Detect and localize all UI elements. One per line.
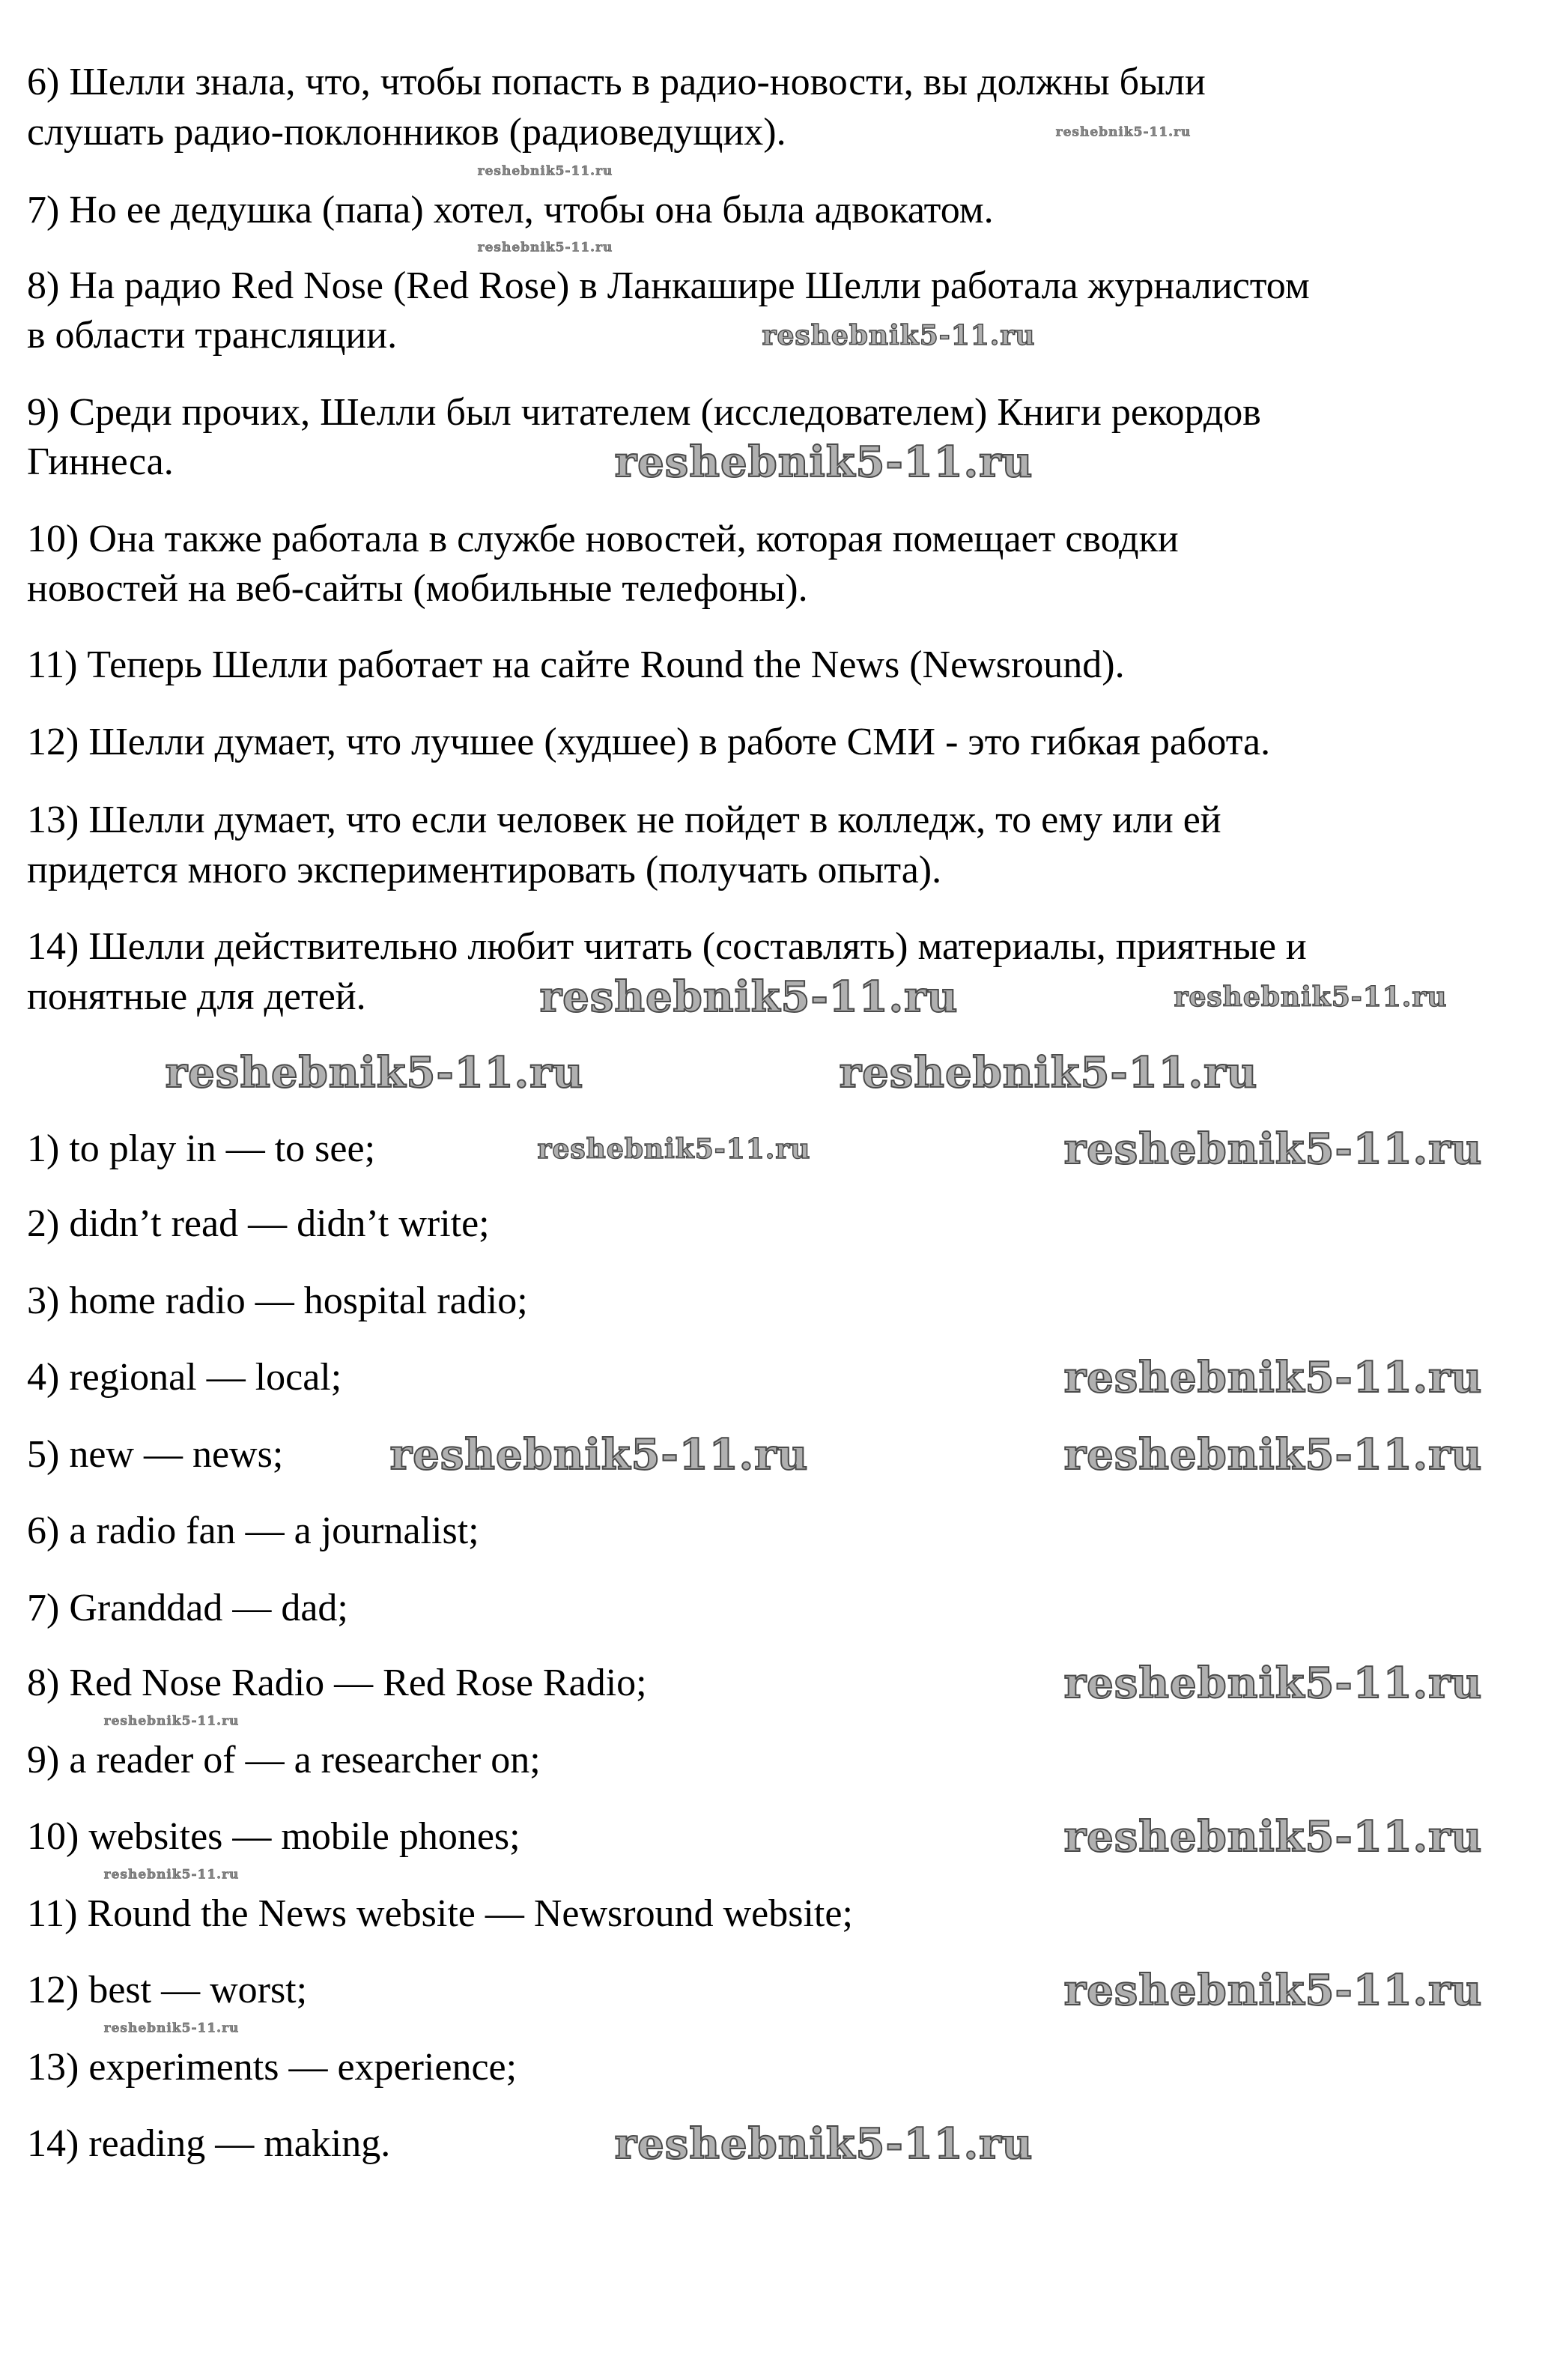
text-line: 6) Шелли знала, что, чтобы попасть в радио-новости, вы должны были	[27, 61, 1206, 103]
watermark: reshebnik5-11.ru	[1063, 1353, 1483, 1402]
text-line: 9) Среди прочих, Шелли был читателем (исследователем) Книги рекордов	[27, 391, 1261, 434]
text-line: 10) Она также работала в службе новостей, которая помещает сводки	[27, 518, 1179, 560]
watermark: reshebnik5-11.ru	[839, 1048, 1258, 1097]
text-line: 10) websites — mobile phones;	[27, 1815, 520, 1858]
text-line: 14) reading — making.	[27, 2122, 391, 2165]
text-line: 9) a reader of — a researcher on;	[27, 1739, 541, 1781]
watermark: reshebnik5-11.ru	[1063, 1659, 1483, 1708]
text-line: 11) Теперь Шелли работает на сайте Round the News (Newsround).	[27, 644, 1125, 686]
text-line: 2) didn’t read — didn’t write;	[27, 1202, 490, 1245]
text-line: Гиннеса.	[27, 440, 174, 483]
text-line: 12) Шелли думает, что лучшее (худшее) в работе СМИ - это гибкая работа.	[27, 721, 1271, 763]
text-line: придется много экспериментировать (получать опыта).	[27, 849, 942, 891]
watermark: reshebnik5-11.ru	[537, 1133, 811, 1165]
watermark: reshebnik5-11.ru	[103, 1713, 240, 1729]
text-line: 11) Round the News website — Newsround website;	[27, 1892, 853, 1935]
text-line: слушать радио-поклонников (радиоведущих).	[27, 111, 786, 154]
watermark: reshebnik5-11.ru	[477, 240, 613, 255]
text-line: 8) Red Nose Radio — Red Rose Radio;	[27, 1662, 647, 1704]
watermark: reshebnik5-11.ru	[1063, 1124, 1483, 1174]
watermark: reshebnik5-11.ru	[477, 163, 613, 179]
watermark: reshebnik5-11.ru	[1063, 1812, 1483, 1862]
text-line: новостей на веб-сайты (мобильные телефоны).	[27, 567, 808, 610]
watermark: reshebnik5-11.ru	[1063, 1966, 1483, 2015]
text-line: 6) a radio fan — a journalist;	[27, 1510, 479, 1552]
watermark: reshebnik5-11.ru	[614, 437, 1033, 487]
text-line: 1) to play in — to see;	[27, 1127, 376, 1170]
text-line: 4) regional — local;	[27, 1356, 342, 1399]
text-line: 12) best — worst;	[27, 1969, 308, 2011]
text-line: 7) Но ее дедушка (папа) хотел, чтобы она была адвокатом.	[27, 189, 994, 231]
watermark: reshebnik5-11.ru	[539, 972, 959, 1022]
watermark: reshebnik5-11.ru	[165, 1048, 584, 1097]
watermark: reshebnik5-11.ru	[1174, 981, 1448, 1013]
text-line: 7) Granddad — dad;	[27, 1587, 348, 1629]
watermark: reshebnik5-11.ru	[103, 1867, 240, 1883]
watermark: reshebnik5-11.ru	[103, 2020, 240, 2036]
text-line: 8) На радио Red Nose (Red Rose) в Ланкашире Шелли работала журналистом	[27, 264, 1310, 307]
text-line: 3) home radio — hospital radio;	[27, 1280, 528, 1322]
watermark: reshebnik5-11.ru	[1063, 1430, 1483, 1480]
text-line: 5) new — news;	[27, 1433, 284, 1476]
text-line: 14) Шелли действительно любит читать (составлять) материалы, приятные и	[27, 925, 1307, 968]
watermark: reshebnik5-11.ru	[1055, 124, 1192, 140]
watermark: reshebnik5-11.ru	[762, 320, 1036, 351]
watermark: reshebnik5-11.ru	[614, 2119, 1033, 2169]
text-line: понятные для детей.	[27, 975, 366, 1018]
text-line: 13) Шелли думает, что если человек не пойдет в колледж, то ему или ей	[27, 799, 1221, 841]
text-line: 13) experiments — experience;	[27, 2046, 517, 2089]
text-line: в области трансляции.	[27, 314, 398, 357]
watermark: reshebnik5-11.ru	[389, 1430, 809, 1480]
